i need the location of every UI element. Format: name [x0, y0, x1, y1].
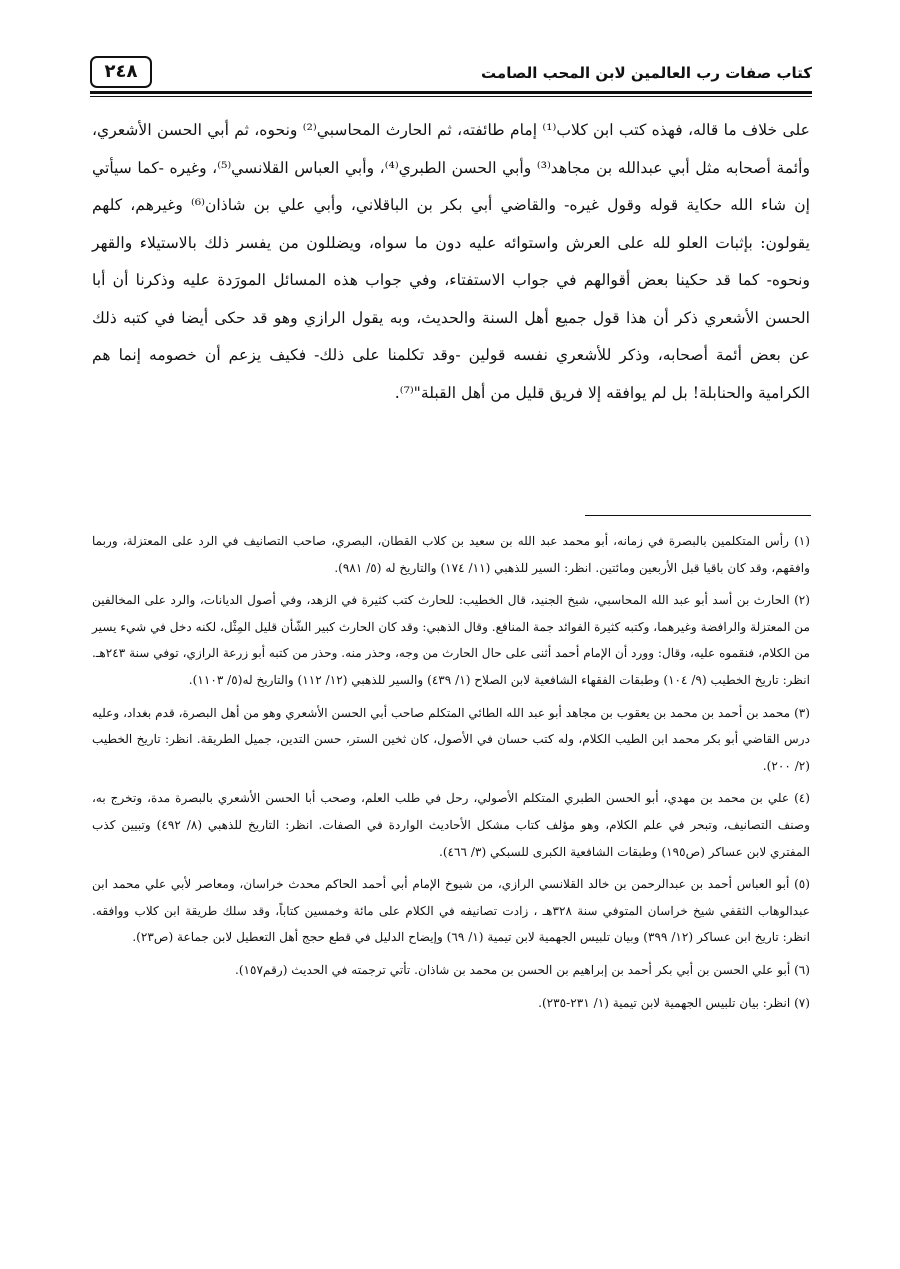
footnote-text: محمد بن أحمد بن محمد بن يعقوب بن مجاهد أبو عبد الله الطائي المتكلم صاحب أبي الحسن الأشعري وهو من أهل البصرة، قدم بغداد، وعليه درس القاضي أبو بكر محمد ابن الطيب الكلام، وله كتب حسان في الأصول، كان ثخين الستر، حسن التدين، جميل الطريقة. انظر: تاريخ الخطيب (٢/ ٢٠٠).: [92, 705, 810, 773]
footnote-text: أبو العباس أحمد بن عبدالرحمن بن خالد القلانسي الرازي، من شيوخ الإمام أبي أحمد الحاكم محدث خراسان، ومعاصر لأبي علي محمد ابن عبدالوهاب الثقفي شيخ خراسان المتوفي سنة ٣٢٨هـ ، زادت تصانيفه في الكلام على مائة وخمسين كتاباً، وقد سلك طريقة ابن كلاب ووافقه. انظر: تاريخ ابن عساكر (١٢/ ٣٩٩) وبيان تلبيس الجهمية لابن تيمية (١/ ٦٩) وإيضاح الدليل في قطع حجج أهل التعطيل لابن جماعة (ص٢٣).: [92, 877, 810, 945]
footnote-number: (٤): [794, 791, 810, 806]
footnote-3: [92, 700, 810, 780]
footnotes-section: [92, 528, 810, 1022]
footnote-number: (١): [794, 534, 810, 548]
header-rule-thick: [90, 91, 812, 94]
footnote-5: [92, 871, 810, 951]
footnote-number: (٦): [794, 962, 810, 977]
footnote-number: (٥): [794, 877, 810, 892]
page-number-box: ٢٤٨: [90, 56, 152, 88]
page-header: [90, 56, 812, 96]
footnote-number: (٧): [794, 995, 810, 1010]
footnote-1: [92, 528, 810, 581]
running-title: كتاب صفات رب العالمين لابن المحب الصامت: [481, 64, 812, 82]
footnote-text: رأس المتكلمين بالبصرة في زمانه، أبو محمد عبد الله بن سعيد بن كلاب القطان، البصري، صاحب التصانيف في الرد على المعتزلة، وربما وافقهم، وقد كان باقيا قبل الأربعين ومائتين. انظر: السير للذهبي (١١/ ١٧٤) والتاريخ له (٥/ ٩٨١).: [92, 534, 810, 575]
footnote-number: (٣): [794, 705, 810, 720]
footnote-6: [92, 957, 810, 984]
footnote-separator: [585, 515, 811, 516]
main-text: [92, 112, 810, 412]
footnote-7: [92, 990, 810, 1017]
header-rule-thin: [90, 96, 812, 97]
footnote-2: [92, 587, 810, 693]
footnote-text: انظر: بيان تلبيس الجهمية لابن تيمية (١/ ٢٣١-٢٣٥).: [538, 995, 791, 1010]
main-paragraph: على خلاف ما قاله، فهذه كتب ابن كلاب⁽¹⁾ إمام طائفته، ثم الحارث المحاسبي⁽²⁾ ونحوه، ثم أبي الحسن الأشعري، وأئمة أصحابه مثل أبي عبدالله بن مجاهد⁽³⁾ وأبي الحسن الطبري⁽⁴⁾، وأبي العباس القلانسي⁽⁵⁾، وغيره -كما سيأتي إن شاء الله حكاية قوله وقول غيره- والقاضي أبي بكر بن الباقلاني، وأبي علي بن شاذان⁽⁶⁾ وغيرهم، كلهم يقولون: بإثبات العلو لله على العرش واستوائه عليه دون ما سواه، ويضللون من يفسر ذلك بالاستيلاء والقهر ونحوه- كما قد حكينا بعض أقوالهم في جواب الاستفتاء، وفي جواب هذه المسائل المورَدة عليه وذكرنا أن أبا الحسن الأشعري ذكر أن هذا قول جميع أهل السنة والحديث، وبه يقول الرازي وهو قد حكى أيضا في كتبه ذلك عن بعض أئمة أصحابه، وذكر للأشعري نفسه قولين -وقد تكلمنا على ذلك- فكيف يزعم أن خصومه إنما هم الكرامية والحنابلة! بل لم يوافقه إلا فريق قليل من أهل القبلة"⁽⁷⁾.: [92, 121, 811, 402]
footnote-text: علي بن محمد بن مهدي، أبو الحسن الطبري المتكلم الأصولي، رحل في طلب العلم، وصحب أبا الحسن الأشعري بالبصرة مدة، وتخرج به، وصنف التصانيف، وتبحر في علم الكلام، وهو مؤلف كتاب مشكل الأحاديث الواردة في الصفات. انظر: التاريخ للذهبي (٨/ ٤٩٢) وتبيين كذب المفتري لابن عساكر (ص١٩٥) وطبقات الشافعية الكبرى للسبكي (٣/ ٤٦٦).: [92, 791, 811, 859]
footnote-4: [92, 785, 810, 865]
footnote-text: أبو علي الحسن بن أبي بكر أحمد بن إبراهيم بن الحسن بن محمد بن شاذان. تأتي ترجمته في الحديث (رقم١٥٧).: [234, 962, 791, 977]
footnote-text: الحارث بن أسد أبو عبد الله المحاسبي، شيخ الجنيد، قال الخطيب: للحارث كتب كثيرة في الزهد، وفي أصول الديانات، والرد على المخالفين من المعتزلة والرافضة وغيرهما، وكتبه كثيرة الفوائد جمة المنافع. وقال الذهبي: وقد كان الحارث كبير الشّأن قليل المِثْل، لكنه دخل في شيء يسير من الكلام، فنقموه عليه، وقال: وورد أن الإمام أحمد أثنى على حال الحارث من وجه، وحذر منه. وحذر من كتبه أبو زرعة الرازي، توفي سنة ٢٤٣هـ. انظر: تاريخ الخطيب (٩/ ١٠٤) وطبقات الفقهاء الشافعية لابن الصلاح (١/ ٤٣٩) والسير للذهبي (١٢/ ١١٢) والتاريخ له(٥/ ١١٠٣).: [92, 593, 810, 687]
footnote-number: (٢): [794, 593, 810, 608]
